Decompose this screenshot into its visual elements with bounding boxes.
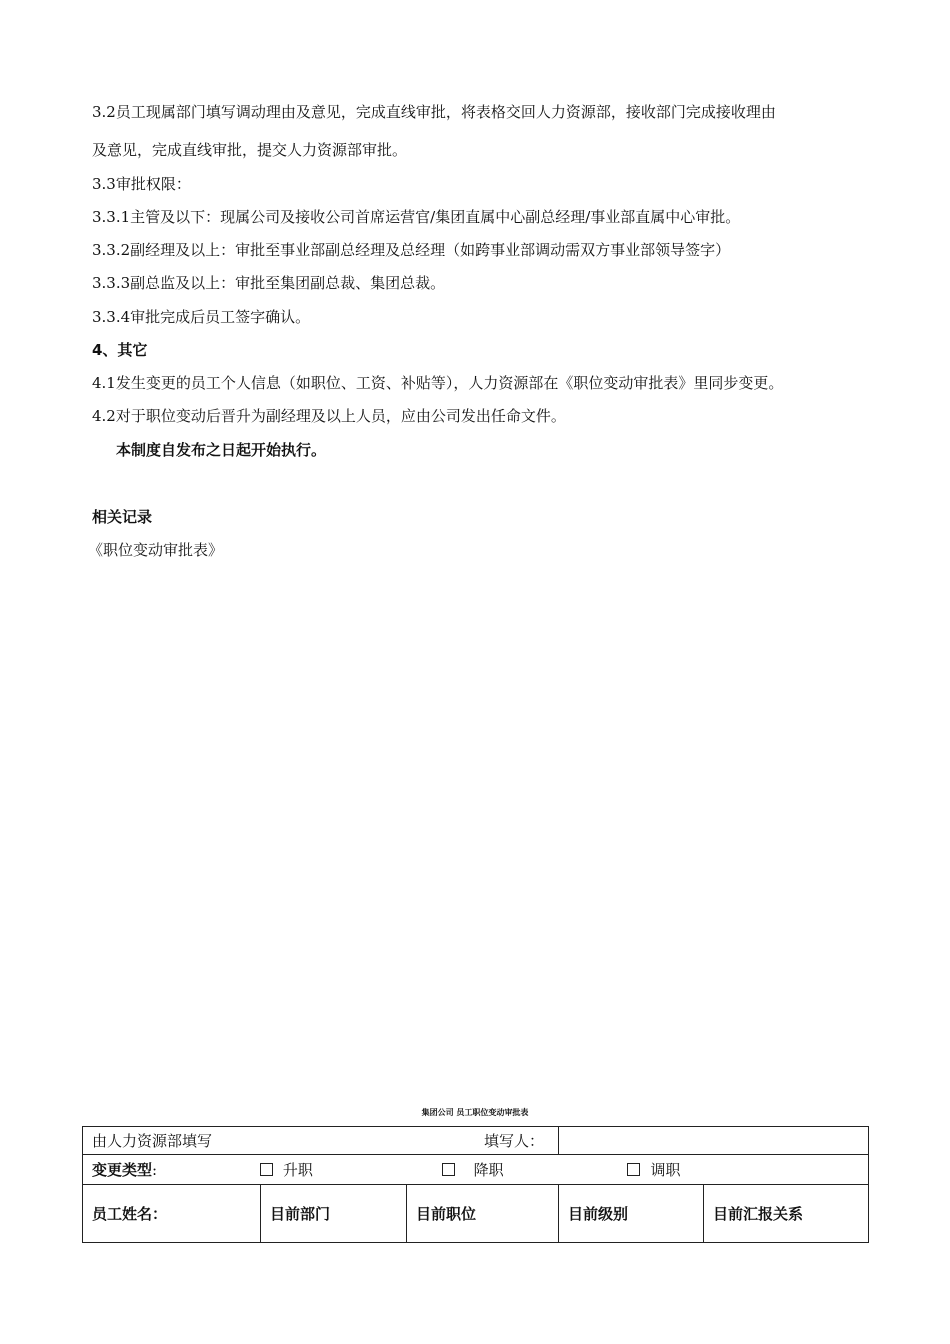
change-type-cell: [83, 1155, 869, 1185]
form-row-headers: [83, 1185, 869, 1243]
paragraph-3-3-4: 3.3.4审批完成后员工签字确认。: [92, 308, 311, 326]
related-record-item: 《职位变动审批表》: [88, 541, 224, 559]
form-row-hr: [83, 1127, 869, 1155]
related-records-heading: 相关记录: [92, 508, 153, 526]
paragraph-3-3-1: 3.3.1主管及以下：现属公司及接收公司首席运营官/集团直属中心副总经理/事业部直属中心审批。: [92, 208, 741, 226]
filler-cell[interactable]: [484, 1127, 869, 1155]
paragraph-3-2: 3.2员工现属部门填写调动理由及意见，完成直线审批，将表格交回人力资源部，接收部门完成接收理由: [92, 103, 776, 121]
paragraph-4-1: 4.1发生变更的员工个人信息（如职位、工资、补贴等），人力资源部在《职位变动审批表》里同步变更。: [92, 374, 784, 392]
header-current-department: 目前部门: [261, 1185, 407, 1243]
header-current-reporting: 目前汇报关系: [704, 1185, 869, 1243]
transfer-checkbox[interactable]: [627, 1163, 640, 1176]
option-promotion[interactable]: [260, 1159, 313, 1180]
form-title: 集团公司 员工职位变动审批表: [421, 1108, 529, 1117]
hr-fill-label: 由人力资源部填写: [92, 1132, 213, 1150]
paragraph-3-3-3: 3.3.3副总监及以上：审批至集团副总裁、集团总裁。: [92, 274, 446, 292]
approval-form-table: [82, 1126, 869, 1243]
change-type-colon: :: [152, 1161, 158, 1179]
filler-label: 填写人：: [484, 1132, 545, 1150]
header-current-level: 目前级别: [559, 1185, 704, 1243]
header-current-position: 目前职位: [407, 1185, 559, 1243]
promotion-checkbox[interactable]: [260, 1163, 273, 1176]
change-type-label: 变更类型: [92, 1161, 153, 1179]
header-employee-name: 员工姓名：: [83, 1185, 261, 1243]
demotion-checkbox[interactable]: [442, 1163, 455, 1176]
form-row-change-type: [83, 1155, 869, 1185]
option-demotion-label: 降职: [473, 1161, 504, 1179]
paragraph-3-3-2: 3.3.2副经理及以上：审批至事业部副总经理及总经理（如跨事业部调动需双方事业部领导签字）: [92, 241, 731, 259]
paragraph-4-2: 4.2对于职位变动后晋升为副经理及以上人员，应由公司发出任命文件。: [92, 407, 566, 425]
option-transfer-label: 调职: [650, 1161, 681, 1179]
effective-statement: 本制度自发布之日起开始执行。: [116, 441, 327, 459]
paragraph-3-2-cont: 及意见，完成直线审批，提交人力资源部审批。: [92, 141, 408, 159]
option-transfer[interactable]: [627, 1159, 680, 1180]
option-demotion[interactable]: [442, 1159, 504, 1180]
section-4-heading: 4、其它: [92, 341, 148, 359]
option-promotion-label: 升职: [282, 1161, 313, 1179]
paragraph-3-3: 3.3审批权限：: [92, 175, 191, 193]
